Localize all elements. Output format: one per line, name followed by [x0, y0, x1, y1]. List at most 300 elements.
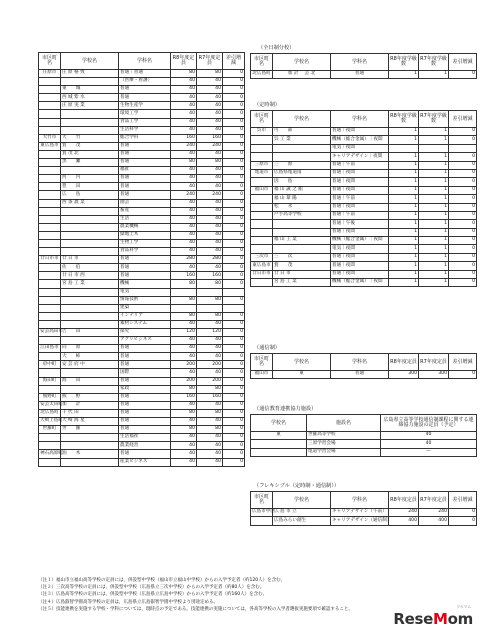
- main-cell: [39, 353, 61, 361]
- teiji-row: [251, 161, 477, 169]
- main-cell: 40: [171, 418, 197, 426]
- teiji-cell: キャリアデザイン｜夜間: [331, 153, 389, 161]
- main-cell: 大崎上島町: [39, 418, 61, 426]
- teiji-row: [251, 237, 477, 245]
- main-cell: 建築: [119, 304, 171, 312]
- main-cell: 賀 茂: [61, 142, 119, 150]
- main-cell: 普通: [119, 86, 171, 94]
- tsushin-cell: 0: [449, 371, 477, 379]
- teiji-cell: 1: [419, 203, 449, 211]
- flex-cell: キャリアデザイン（午前）: [331, 509, 389, 517]
- main-row: [39, 248, 245, 256]
- main-cell: 普通: [119, 409, 171, 417]
- teiji-cell: [251, 136, 273, 144]
- main-row: [39, 426, 245, 434]
- main-cell: 80: [171, 385, 197, 393]
- main-cell: インテリア: [119, 312, 171, 320]
- flex-cell: 240: [389, 509, 419, 517]
- main-cell: 大 柿: [61, 353, 119, 361]
- main-cell: 40: [197, 86, 223, 94]
- main-cell: [61, 167, 119, 175]
- main-cell: 家政: [119, 385, 171, 393]
- teiji-cell: 福山市: [251, 186, 273, 194]
- main-cell: 40: [171, 86, 197, 94]
- main-cell: 80: [197, 409, 223, 417]
- main-cell: 普通: [119, 401, 171, 409]
- main-cell: [61, 126, 119, 134]
- teiji-cell: 普通｜夜間: [331, 169, 389, 177]
- main-cell: 40: [197, 175, 223, 183]
- teiji-cell: [273, 220, 331, 228]
- teiji-cell: 0: [449, 279, 477, 287]
- main-cell: 40: [171, 450, 197, 458]
- kyoiku-title: （通信教育連携協力施設）: [254, 406, 317, 412]
- main-cell: 0: [223, 239, 245, 247]
- bunkou-header-cell: R8年度学級数: [389, 54, 419, 71]
- main-row: [39, 94, 245, 102]
- main-cell: [39, 264, 61, 272]
- kyoiku-row: [251, 432, 477, 440]
- teiji-cell: 0: [449, 128, 477, 136]
- main-cell: 80: [197, 296, 223, 304]
- teiji-row: [251, 253, 477, 261]
- main-row: [39, 442, 245, 450]
- main-cell: 生物生産学: [119, 102, 171, 110]
- tsushin-row: [251, 371, 477, 379]
- main-cell: [197, 288, 223, 296]
- main-body: [39, 70, 245, 467]
- teiji-body: [251, 128, 477, 287]
- main-cell: 0: [223, 215, 245, 223]
- main-cell: [61, 434, 119, 442]
- main-cell: 油 木: [61, 450, 119, 458]
- main-cell: [39, 159, 61, 167]
- main-cell: 40: [197, 450, 223, 458]
- main-row: [39, 329, 245, 337]
- main-header-cell: R7年度定員: [197, 53, 223, 70]
- teiji-cell: 宮 島 工 業: [273, 279, 331, 287]
- main-cell: [39, 296, 61, 304]
- teiji-header-cell: 差引増減: [449, 111, 477, 128]
- main-cell: 0: [223, 175, 245, 183]
- teiji-cell: 1: [389, 270, 419, 278]
- flex-cell: 400: [389, 517, 419, 525]
- main-cell: [61, 78, 119, 86]
- main-cell: 80: [171, 159, 197, 167]
- kyoiku-header-cell: 学校名: [251, 415, 307, 432]
- kyoiku-cell: 40: [381, 440, 477, 448]
- teiji-row: [251, 195, 477, 203]
- teiji-cell: 普通｜夜間: [331, 203, 389, 211]
- main-cell: 農業機械: [119, 223, 171, 231]
- main-cell: 環境工学: [119, 110, 171, 118]
- logo-suffix: om: [447, 610, 473, 628]
- main-row: [39, 126, 245, 134]
- bunkou-cell: 北広島町: [251, 71, 273, 79]
- main-cell: 200: [197, 361, 223, 369]
- flex-cell: 0: [449, 509, 477, 517]
- teiji-cell: [251, 211, 273, 219]
- main-cell: 120: [197, 329, 223, 337]
- main-row: [39, 434, 245, 442]
- main-cell: 普通: [119, 426, 171, 434]
- teiji-header-cell: R7年度学級数: [419, 111, 449, 128]
- main-cell: 40: [197, 207, 223, 215]
- main-header-cell: 学校名: [61, 53, 119, 70]
- main-header-cell: R8年度定員: [171, 53, 197, 70]
- main-cell: 160: [197, 134, 223, 142]
- teiji-cell: 呉市: [251, 128, 273, 136]
- main-cell: 80: [197, 426, 223, 434]
- main-cell: [39, 175, 61, 183]
- footnote: （注３）広島高等学校の定員には，併設型中学校（広島県立広島中学校）からの入学予定者（約160人）を含む。: [38, 592, 268, 598]
- teiji-row: [251, 245, 477, 253]
- bunkou-cell: 普通: [331, 71, 389, 79]
- main-cell: 0: [223, 183, 245, 191]
- main-cell: 農業経営: [119, 442, 171, 450]
- kyoiku-row: [251, 440, 477, 448]
- main-cell: [61, 312, 119, 320]
- main-cell: 40: [171, 110, 197, 118]
- main-cell: 北広島町: [39, 409, 61, 417]
- main-cell: 0: [223, 296, 245, 304]
- teiji-cell: 1: [389, 178, 419, 186]
- main-cell: 普通: [119, 393, 171, 401]
- main-cell: [39, 280, 61, 288]
- tsushin-header-cell: 差引増減: [449, 354, 477, 371]
- main-cell: 40: [197, 118, 223, 126]
- main-cell: 普通: [119, 183, 171, 191]
- main-cell: [171, 288, 197, 296]
- main-cell: 西 条 農 業: [61, 199, 119, 207]
- main-cell: 40: [197, 345, 223, 353]
- main-cell: 40: [197, 248, 223, 256]
- main-cell: [39, 102, 61, 110]
- teiji-cell: 戸手高等学校: [273, 211, 331, 219]
- teiji-cell: 1: [419, 270, 449, 278]
- main-row: [39, 361, 245, 369]
- teiji-cell: 1: [419, 153, 449, 161]
- main-cell: 240: [197, 142, 223, 150]
- main-cell: 200: [197, 377, 223, 385]
- main-cell: 佐 伯: [61, 264, 119, 272]
- main-cell: 普通: [119, 256, 171, 264]
- kyoiku-cell: 尾道学習会場: [307, 448, 381, 456]
- kyoiku-cell: 東: [251, 432, 307, 440]
- main-cell: 0: [223, 118, 245, 126]
- main-cell: [39, 126, 61, 134]
- main-row: [39, 191, 245, 199]
- main-cell: [39, 167, 61, 175]
- teiji-cell: 1: [389, 262, 419, 270]
- main-cell: [61, 231, 119, 239]
- main-cell: [61, 118, 119, 126]
- teiji-row: [251, 128, 477, 136]
- main-cell: 80: [171, 280, 197, 288]
- main-cell: 0: [223, 393, 245, 401]
- teiji-cell: 1: [389, 203, 419, 211]
- flex-table: [250, 491, 477, 526]
- main-cell: 40: [171, 337, 197, 345]
- teiji-cell: 0: [449, 161, 477, 169]
- teiji-row: [251, 279, 477, 287]
- main-cell: 0: [223, 329, 245, 337]
- teiji-cell: [251, 245, 273, 253]
- main-cell: 西 城 紫 水: [61, 94, 119, 102]
- main-cell: 普通: [119, 272, 171, 280]
- main-cell: 普通: [119, 94, 171, 102]
- main-cell: 安 芸 府 中: [61, 361, 119, 369]
- main-cell: [223, 288, 245, 296]
- footnote: （注４）広島叡智学園高等学校の定員は，広島県立広島叡智学園中学校より別途定める。: [38, 599, 218, 605]
- main-cell: 大竹市: [39, 134, 61, 142]
- flex-row: [251, 509, 477, 517]
- tsushin-header-row: [251, 354, 477, 371]
- main-cell: 電気: [119, 288, 171, 296]
- flex-cell: キャリアデザイン（通信制）: [331, 517, 389, 525]
- main-cell: 庄 原 格 致: [61, 70, 119, 78]
- main-cell: 神石高原町: [39, 450, 61, 458]
- main-cell: 200: [171, 361, 197, 369]
- teiji-cell: 電気｜夜間: [331, 245, 389, 253]
- teiji-cell: [251, 220, 273, 228]
- main-cell: 素材システム: [119, 320, 171, 328]
- main-cell: 廿日市市: [39, 256, 61, 264]
- teiji-cell: 0: [449, 203, 477, 211]
- main-row: [39, 369, 245, 377]
- teiji-cell: 0: [449, 270, 477, 278]
- main-cell: 宮 島 工 業: [61, 280, 119, 288]
- main-cell: 0: [223, 450, 245, 458]
- main-cell: [197, 304, 223, 312]
- teiji-cell: 三 次: [273, 253, 331, 261]
- main-cell: 40: [197, 320, 223, 328]
- main-cell: 40: [197, 183, 223, 191]
- teiji-row: [251, 186, 477, 194]
- main-row: [39, 86, 245, 94]
- main-cell: 0: [223, 442, 245, 450]
- main-cell: 160: [197, 393, 223, 401]
- bunkou-header-row: [251, 54, 477, 71]
- teiji-cell: 普通｜午後: [331, 220, 389, 228]
- kyoiku-body: [251, 432, 477, 457]
- main-cell: 40: [171, 175, 197, 183]
- main-cell: [171, 304, 197, 312]
- main-cell: 黒 瀬: [61, 159, 119, 167]
- main-cell: 40: [197, 442, 223, 450]
- flex-title: （フレキシブル（定時制・通信制））: [254, 483, 340, 489]
- teiji-cell: 0: [449, 228, 477, 236]
- kyoiku-table: [250, 414, 477, 457]
- main-cell: 0: [223, 86, 245, 94]
- teiji-title: （定時制）: [254, 102, 280, 108]
- main-cell: 0: [223, 369, 245, 377]
- main-cell: アグリビジネス: [119, 337, 171, 345]
- main-cell: 40: [171, 369, 197, 377]
- main-cell: 240: [197, 191, 223, 199]
- teiji-cell: 普通｜午前: [331, 195, 389, 203]
- footnote: （注５）技能連携を実施する学校・学科については，現時点の予定である。技能連携の実施については，各高等学校の入学者選抜実施要項で確認すること。: [38, 606, 353, 612]
- teiji-cell: 普通｜夜間: [331, 186, 389, 194]
- main-cell: 安芸太田町: [39, 401, 61, 409]
- teiji-cell: [389, 144, 419, 152]
- bunkou-title: （全日制分校）: [258, 45, 295, 51]
- main-cell: 生物工学: [119, 239, 171, 247]
- teiji-cell: 機械（総合金属）｜夜間: [331, 136, 389, 144]
- teiji-cell: [273, 245, 331, 253]
- teiji-cell: 廿日市市: [251, 270, 273, 278]
- main-cell: 福祉: [119, 167, 171, 175]
- bunkou-cell: 1: [419, 71, 449, 79]
- main-cell: 40: [171, 401, 197, 409]
- flex-header-cell: 学校名: [273, 492, 331, 509]
- main-cell: [39, 434, 61, 442]
- teiji-cell: 普通｜夜間: [331, 128, 389, 136]
- main-cell: 生活: [119, 215, 171, 223]
- main-row: [39, 239, 245, 247]
- main-cell: 80: [171, 296, 197, 304]
- kyoiku-cell: [251, 440, 307, 448]
- teiji-cell: 1: [419, 178, 449, 186]
- main-cell: [39, 369, 61, 377]
- main-cell: 40: [171, 78, 197, 86]
- teiji-cell: 1: [419, 128, 449, 136]
- main-cell: 240: [171, 191, 197, 199]
- teiji-cell: 普通｜夜間: [331, 228, 389, 236]
- main-cell: [39, 337, 61, 345]
- main-cell: 40: [197, 418, 223, 426]
- teiji-cell: 1: [389, 186, 419, 194]
- teiji-cell: 機械（総合金属）｜夜間: [331, 279, 389, 287]
- main-cell: 普通｜普通: [119, 70, 171, 78]
- main-cell: [39, 78, 61, 86]
- main-cell: 40: [171, 345, 197, 353]
- teiji-cell: 1: [389, 220, 419, 228]
- main-cell: 普通: [119, 142, 171, 150]
- teiji-cell: 1: [389, 195, 419, 203]
- main-cell: [61, 239, 119, 247]
- main-cell: 吉 田: [61, 329, 119, 337]
- main-row: [39, 78, 245, 86]
- teiji-row: [251, 144, 477, 152]
- main-cell: 40: [171, 353, 197, 361]
- main-row: [39, 159, 245, 167]
- teiji-cell: 普通｜夜間: [331, 178, 389, 186]
- main-row: [39, 199, 245, 207]
- main-cell: 0: [223, 409, 245, 417]
- main-cell: [61, 215, 119, 223]
- teiji-cell: 1: [419, 161, 449, 169]
- main-cell: 園芸: [119, 199, 171, 207]
- main-cell: 廿 日 市: [61, 256, 119, 264]
- main-cell: 40: [171, 442, 197, 450]
- teiji-cell: 1: [389, 161, 419, 169]
- main-cell: 普通: [119, 345, 171, 353]
- main-cell: 緑地土木: [119, 231, 171, 239]
- main-cell: 40: [171, 248, 197, 256]
- main-cell: [61, 304, 119, 312]
- bunkou-cell: 1: [389, 71, 419, 79]
- main-cell: 世 羅: [61, 426, 119, 434]
- tsushin-cell: 福山市: [251, 371, 273, 379]
- main-row: [39, 409, 245, 417]
- teiji-row: [251, 153, 477, 161]
- teiji-row: [251, 169, 477, 177]
- teiji-cell: [273, 228, 331, 236]
- main-cell: 0: [223, 70, 245, 78]
- main-cell: [39, 207, 61, 215]
- kyoiku-row: [251, 448, 477, 456]
- main-cell: 0: [223, 126, 245, 134]
- main-cell: 普通: [119, 361, 171, 369]
- main-cell: 0: [223, 191, 245, 199]
- main-cell: 40: [171, 264, 197, 272]
- main-cell: [61, 385, 119, 393]
- main-cell: [61, 110, 119, 118]
- teiji-header-cell: R8年度学級数: [389, 111, 419, 128]
- main-cell: 国際: [119, 369, 171, 377]
- teiji-row: [251, 211, 477, 219]
- main-cell: 160: [171, 272, 197, 280]
- teiji-cell: 普通｜午前: [331, 211, 389, 219]
- main-cell: 0: [223, 231, 245, 239]
- tsushin-body: [251, 371, 477, 379]
- flex-cell: 広島みらい創生: [273, 517, 331, 525]
- bunkou-header-cell: R7年度学級数: [419, 54, 449, 71]
- main-cell: [39, 110, 61, 118]
- teiji-cell: 1: [419, 186, 449, 194]
- main-cell: 機械: [119, 280, 171, 288]
- teiji-cell: 可 部: [273, 128, 331, 136]
- main-cell: 40: [171, 183, 197, 191]
- main-cell: 海田町: [39, 377, 61, 385]
- teiji-cell: 1: [419, 136, 449, 144]
- main-row: [39, 70, 245, 78]
- main-cell: [39, 385, 61, 393]
- teiji-cell: 1: [389, 228, 419, 236]
- main-cell: 0: [223, 199, 245, 207]
- main-row: [39, 110, 245, 118]
- main-cell: 江田島市: [39, 345, 61, 353]
- main-cell: 大 崎 海 星: [61, 418, 119, 426]
- main-row: [39, 458, 245, 466]
- teiji-table: [250, 110, 477, 287]
- main-row: [39, 118, 245, 126]
- main-cell: 200: [171, 377, 197, 385]
- main-cell: 240: [171, 142, 197, 150]
- main-cell: 0: [223, 110, 245, 118]
- main-cell: 普通: [119, 377, 171, 385]
- kyoiku-cell: —: [381, 448, 477, 456]
- teiji-cell: 0: [449, 237, 477, 245]
- main-cell: [61, 442, 119, 450]
- teiji-cell: 1: [419, 169, 449, 177]
- main-cell: [61, 320, 119, 328]
- main-row: [39, 175, 245, 183]
- tsushin-header-cell: 学校名: [273, 354, 331, 371]
- teiji-cell: 0: [449, 136, 477, 144]
- kyoiku-header-cell: 施設名: [307, 415, 381, 432]
- main-row: [39, 418, 245, 426]
- main-cell: 畜産: [119, 207, 171, 215]
- main-cell: 0: [223, 418, 245, 426]
- main-cell: 40: [171, 118, 197, 126]
- teiji-cell: 1: [419, 195, 449, 203]
- main-cell: [39, 304, 61, 312]
- footnote: （注２）三次高等学校の定員には，併設型中学校（広島県立三次中学校）からの入学予定者（約80人）を含む。: [38, 585, 265, 591]
- main-cell: 0: [223, 223, 245, 231]
- main-cell: 廿 日 市 西: [61, 272, 119, 280]
